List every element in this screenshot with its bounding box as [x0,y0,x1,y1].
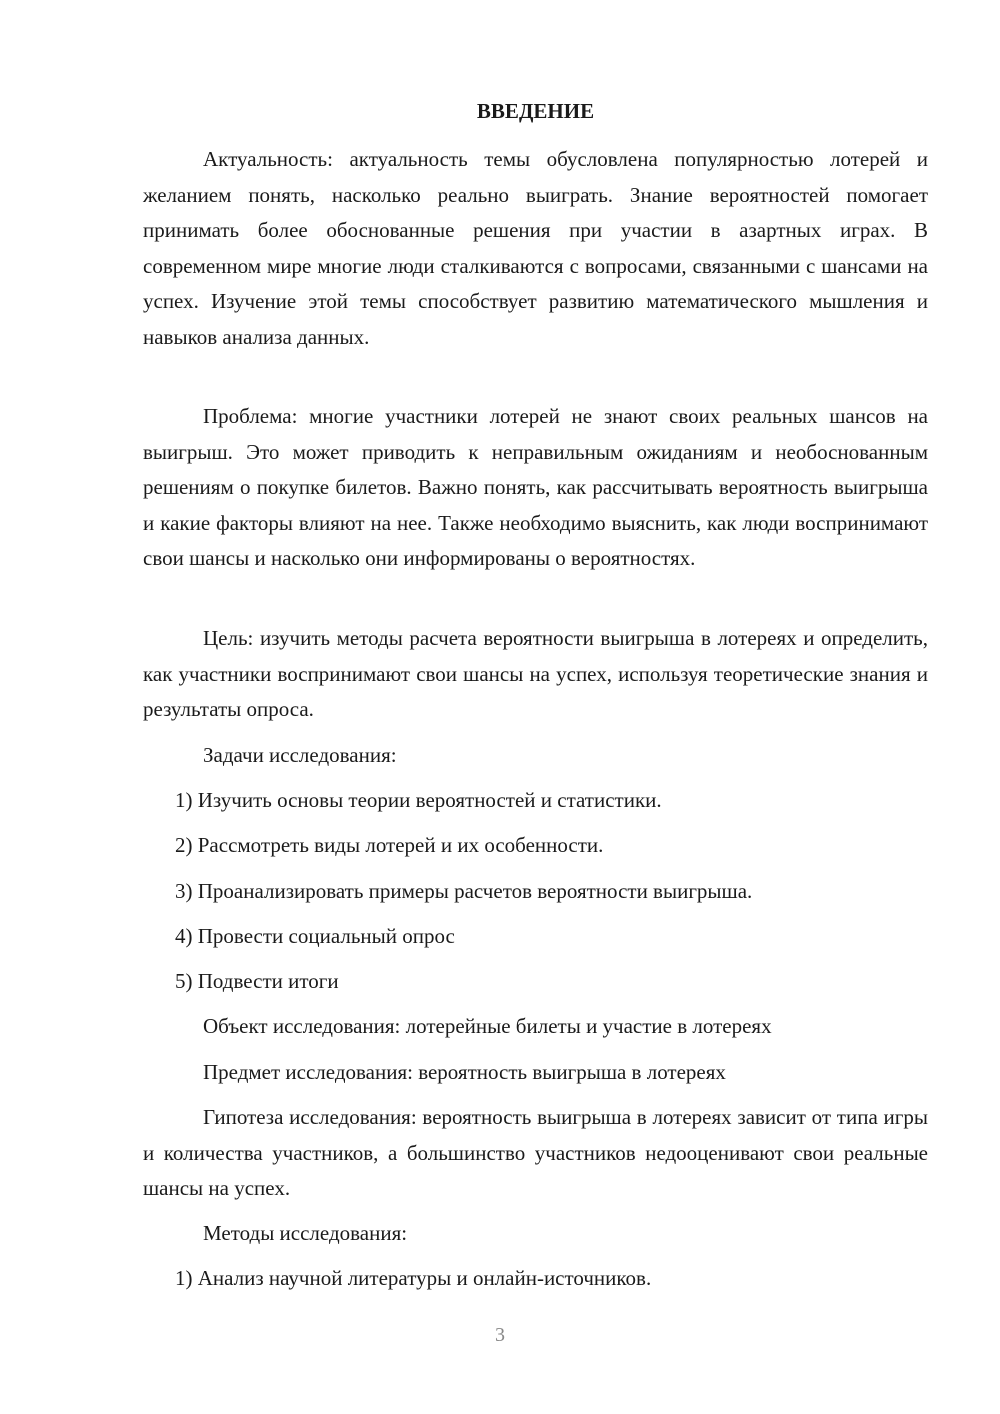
object-line: Объект исследования: лотерейные билеты и участие в лотереях [203,1014,772,1038]
problem-paragraph: Проблема: многие участники лотерей не знают своих реальных шансов на выигрыш. Это может приводить к неправильным ожиданиям и необоснованным решениям о покупке билетов. Важно понять, как рассчитывать вероятность выигрыша и какие факторы влияют на нее. Также необходимо выяснить, как люди воспринимают свои шансы и насколько они информированы о вероятностях. [143,404,928,570]
goal-paragraph: Цель: изучить методы расчета вероятности выигрыша в лотереях и определить, как участники воспринимают свои шансы на успех, используя теоретические знания и результаты опроса. [143,626,928,721]
relevance-paragraph: Актуальность: актуальность темы обусловлена популярностью лотерей и желанием понять, насколько реально выиграть. Знание вероятностей помогает принимать более обоснованные решения при участии в азартных играх. В современном мире многие люди сталкиваются с вопросами, связанными с шансами на успех. Изучение этой темы способствует развитию математического мышления и навыков анализа данных. [143,147,928,349]
list-item: 4) Провести социальный опрос [175,924,455,948]
list-item: 1) Изучить основы теории вероятностей и статистики. [175,788,662,812]
page-title: ВВЕДЕНИЕ [476,99,595,123]
list-item: 3) Проанализировать примеры расчетов вероятности выигрыша. [175,879,753,903]
hypothesis-paragraph: Гипотеза исследования: вероятность выигрыша в лотереях зависит от типа игры и количества участников, а большинство участников недооценивают свои реальные шансы на успех. [143,1105,928,1200]
list-item: 1) Анализ научной литературы и онлайн-источников. [175,1266,652,1290]
page-number: 3 [495,1324,505,1346]
list-item: 2) Рассмотреть виды лотерей и их особенности. [175,833,604,857]
methods-title: Методы исследования: [203,1221,408,1245]
subject-line: Предмет исследования: вероятность выигрыша в лотереях [203,1060,726,1084]
tasks-title: Задачи исследования: [203,743,397,767]
list-item: 5) Подвести итоги [175,969,339,993]
